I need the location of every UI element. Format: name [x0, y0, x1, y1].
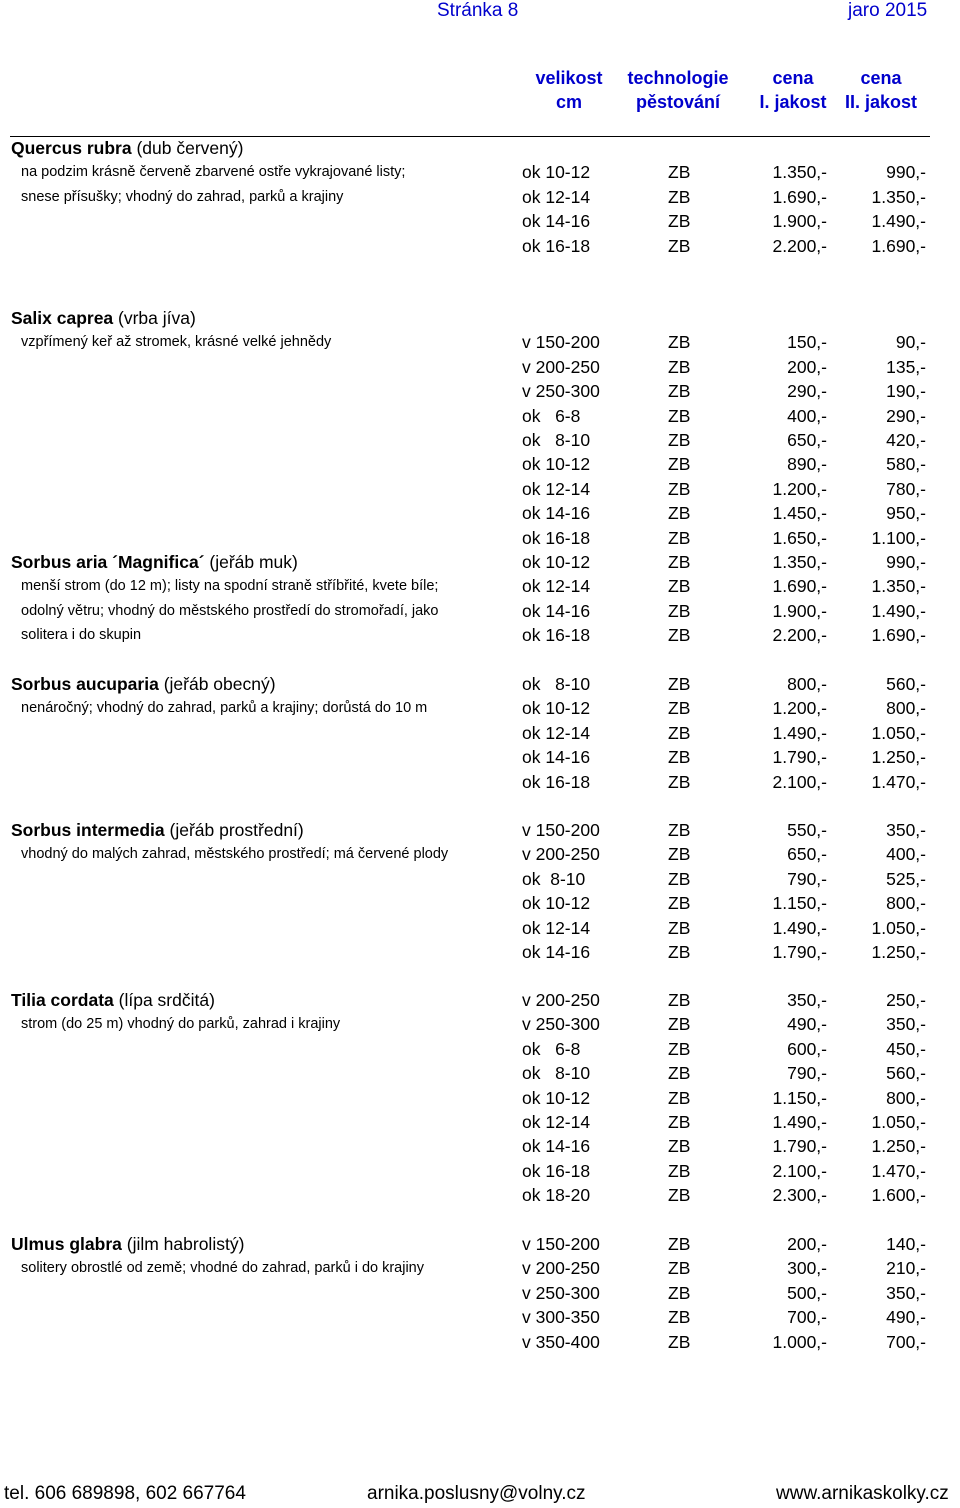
price-first-cell: 290,-	[787, 381, 827, 402]
table-row	[0, 696, 960, 721]
price-first-cell: 2.300,-	[772, 1185, 827, 1206]
technology-cell: ZB	[668, 211, 691, 232]
price-first-cell: 1.450,-	[772, 503, 827, 524]
price-first-cell: 1.490,-	[772, 1112, 827, 1132]
table-row	[0, 770, 960, 795]
table-row	[0, 1232, 960, 1257]
table-row	[0, 1012, 960, 1037]
size-cell: v 150-200	[522, 820, 600, 840]
price-second-cell: 1.470,-	[871, 1160, 926, 1181]
species-common-name: (lípa srdčitá)	[113, 990, 215, 1010]
price-second-cell: 420,-	[886, 430, 926, 450]
species-description: menší strom (do 12 m); listy na spodní straně stříbřité, kvete bíle;	[21, 578, 439, 595]
table-row	[0, 1037, 960, 1062]
species-latin-name: Sorbus intermedia	[11, 820, 165, 840]
price-first-cell: 1.350,-	[772, 552, 827, 572]
table-row	[0, 379, 960, 404]
size-cell: ok 14-16	[522, 211, 591, 232]
price-first-cell: 1.790,-	[772, 747, 827, 768]
price-second-cell: 1.100,-	[871, 527, 926, 548]
price-second-cell: 990,-	[886, 552, 926, 572]
size-cell: ok 8-10	[522, 1063, 591, 1084]
price-second-cell: 800,-	[886, 1087, 926, 1108]
price-second-cell: 580,-	[886, 454, 926, 475]
size-cell: v 350-400	[522, 1331, 600, 1352]
price-second-cell: 1.050,-	[871, 722, 926, 743]
price-first-cell: 650,-	[787, 430, 827, 450]
price-second-cell: 990,-	[886, 162, 926, 183]
price-second-cell: 290,-	[886, 405, 926, 426]
price-second-cell: 140,-	[886, 1234, 926, 1254]
table-row	[0, 1110, 960, 1135]
price-second-cell: 90,-	[895, 332, 926, 353]
table-row	[0, 1159, 960, 1184]
table-row	[0, 550, 960, 575]
technology-cell: ZB	[668, 625, 691, 646]
table-row	[0, 355, 960, 380]
price-second-cell: 210,-	[886, 1258, 926, 1279]
technology-cell: ZB	[668, 1307, 691, 1328]
technology-cell: ZB	[668, 576, 691, 597]
price-first-cell: 2.100,-	[772, 771, 827, 792]
price-first-cell: 1.490,-	[772, 917, 827, 938]
size-cell: ok 14-16	[522, 600, 591, 621]
size-cell: v 150-200	[522, 1234, 600, 1254]
technology-cell: ZB	[668, 1014, 691, 1035]
column-header-technology: technologie pěstování	[627, 68, 729, 112]
technology-cell: ZB	[668, 332, 691, 353]
column-header-price-first: cena I. jakost	[759, 68, 827, 112]
price-second-cell: 135,-	[886, 356, 926, 377]
price-second-cell: 350,-	[886, 1014, 926, 1035]
price-second-cell: 350,-	[886, 820, 926, 840]
species-description: nenáročný; vhodný do zahrad, parků a krajiny; dorůstá do 10 m	[21, 700, 428, 717]
species-latin-name: Sorbus aucuparia	[11, 674, 159, 694]
page-footer	[0, 1483, 960, 1507]
technology-cell: ZB	[668, 917, 691, 938]
size-cell: ok 10-12	[522, 552, 591, 572]
price-first-cell: 1.350,-	[772, 162, 827, 183]
price-second-cell: 1.490,-	[871, 600, 926, 621]
price-second-cell: 560,-	[886, 1063, 926, 1084]
table-row	[0, 1256, 960, 1281]
price-second-cell: 190,-	[886, 381, 926, 402]
technology-cell: ZB	[668, 990, 691, 1010]
table-row	[0, 988, 960, 1013]
table-row	[0, 916, 960, 941]
size-cell: ok 12-14	[522, 722, 591, 743]
table-row	[0, 818, 960, 843]
size-cell: v 250-300	[522, 1282, 600, 1303]
price-second-cell: 525,-	[886, 868, 926, 889]
technology-cell: ZB	[668, 454, 691, 475]
price-first-cell: 1.790,-	[772, 942, 827, 962]
table-row	[0, 428, 960, 453]
table-row	[0, 452, 960, 477]
technology-cell: ZB	[668, 1258, 691, 1279]
price-first-cell: 400,-	[787, 405, 827, 426]
size-cell: ok 14-16	[522, 503, 591, 524]
size-cell: ok 16-18	[522, 527, 591, 548]
size-cell: ok 16-18	[522, 625, 591, 646]
table-row	[0, 185, 960, 210]
price-first-cell: 650,-	[787, 844, 827, 865]
technology-cell: ZB	[668, 893, 691, 914]
table-row	[0, 234, 960, 259]
table-row	[0, 1330, 960, 1355]
size-cell: ok 16-18	[522, 1160, 591, 1181]
technology-cell: ZB	[668, 430, 691, 450]
price-first-cell: 1.650,-	[772, 527, 827, 548]
price-second-cell: 400,-	[886, 844, 926, 865]
technology-cell: ZB	[668, 600, 691, 621]
technology-cell: ZB	[668, 405, 691, 426]
technology-cell: ZB	[668, 527, 691, 548]
size-cell: ok 12-14	[522, 1112, 591, 1132]
technology-cell: ZB	[668, 771, 691, 792]
technology-cell: ZB	[668, 844, 691, 865]
size-cell: ok 10-12	[522, 698, 591, 719]
price-first-cell: 1.900,-	[772, 600, 827, 621]
technology-cell: ZB	[668, 1063, 691, 1084]
size-cell: ok 8-10	[522, 674, 591, 694]
table-row	[0, 404, 960, 429]
price-second-cell: 1.350,-	[871, 576, 926, 597]
size-cell: v 200-250	[522, 990, 600, 1010]
table-row	[0, 940, 960, 965]
price-second-cell: 800,-	[886, 893, 926, 914]
table-row	[0, 209, 960, 234]
size-cell: v 200-250	[522, 356, 600, 377]
technology-cell: ZB	[668, 674, 691, 694]
species-title	[11, 306, 196, 330]
table-row	[0, 1281, 960, 1306]
species-latin-name: Quercus rubra	[11, 138, 132, 158]
species-common-name: (jeřáb prostřední)	[164, 820, 304, 840]
price-second-cell: 950,-	[886, 503, 926, 524]
price-first-cell: 1.900,-	[772, 211, 827, 232]
price-first-cell: 890,-	[787, 454, 827, 475]
table-row	[0, 891, 960, 916]
technology-cell: ZB	[668, 722, 691, 743]
table-row	[0, 745, 960, 770]
size-cell: ok 14-16	[522, 747, 591, 768]
price-first-cell: 1.200,-	[772, 478, 827, 499]
technology-cell: ZB	[668, 1136, 691, 1157]
price-first-cell: 790,-	[787, 868, 827, 889]
species-description: strom (do 25 m) vhodný do parků, zahrad i krajiny	[21, 1016, 341, 1033]
species-common-name: (jilm habrolistý)	[121, 1234, 245, 1254]
season-label: jaro 2015	[848, 0, 928, 21]
size-cell: v 300-350	[522, 1307, 600, 1328]
size-cell: ok 6-8	[522, 405, 581, 426]
table-row	[0, 477, 960, 502]
size-cell: ok 14-16	[522, 942, 591, 962]
price-second-cell: 1.350,-	[871, 186, 926, 207]
column-header-price-second: cena II. jakost	[844, 68, 918, 112]
size-cell: v 150-200	[522, 332, 600, 353]
size-cell: ok 8-10	[522, 430, 591, 450]
species-title	[11, 136, 243, 160]
table-row	[0, 599, 960, 624]
price-second-cell: 1.050,-	[871, 1112, 926, 1132]
column-header-size: velikost cm	[535, 68, 603, 112]
technology-cell: ZB	[668, 552, 691, 572]
column-headers	[0, 66, 960, 122]
species-common-name: (vrba jíva)	[113, 308, 196, 328]
species-description: solitery obrostlé od země; vhodné do zahrad, parků i do krajiny	[21, 1260, 424, 1277]
price-second-cell: 450,-	[886, 1038, 926, 1059]
technology-cell: ZB	[668, 381, 691, 402]
price-first-cell: 1.490,-	[772, 722, 827, 743]
table-row	[0, 672, 960, 697]
price-second-cell: 1.690,-	[871, 625, 926, 646]
price-first-cell: 1.690,-	[772, 186, 827, 207]
table-row	[0, 1134, 960, 1159]
price-second-cell: 1.250,-	[871, 942, 926, 962]
technology-cell: ZB	[668, 1112, 691, 1132]
species-common-name: (jeřáb muk)	[204, 552, 298, 572]
price-second-cell: 1.690,-	[871, 235, 926, 256]
footer-phone: tel. 606 689898, 602 667764	[4, 1483, 246, 1504]
technology-cell: ZB	[668, 356, 691, 377]
table-row	[0, 721, 960, 746]
table-row	[0, 1061, 960, 1086]
footer-email: arnika.poslusny@volny.cz	[367, 1483, 586, 1504]
price-second-cell: 800,-	[886, 698, 926, 719]
price-first-cell: 490,-	[787, 1014, 827, 1035]
price-first-cell: 350,-	[787, 990, 827, 1010]
price-first-cell: 700,-	[787, 1307, 827, 1328]
price-first-cell: 600,-	[787, 1038, 827, 1059]
size-cell: ok 12-14	[522, 576, 591, 597]
size-cell: ok 14-16	[522, 1136, 591, 1157]
technology-cell: ZB	[668, 1087, 691, 1108]
price-first-cell: 2.200,-	[772, 625, 827, 646]
table-row	[0, 330, 960, 355]
table-row	[0, 501, 960, 526]
size-cell: ok 16-18	[522, 235, 591, 256]
price-first-cell: 1.200,-	[772, 698, 827, 719]
technology-cell: ZB	[668, 1185, 691, 1206]
price-second-cell: 700,-	[886, 1331, 926, 1352]
price-second-cell: 780,-	[886, 478, 926, 499]
price-second-cell: 1.050,-	[871, 917, 926, 938]
species-description: vhodný do malých zahrad, městského prostředí; má červené plody	[21, 846, 449, 863]
size-cell: ok 10-12	[522, 454, 591, 475]
size-cell: ok 12-14	[522, 186, 591, 207]
species-description: snese přísušky; vhodný do zahrad, parků a krajiny	[21, 188, 344, 205]
technology-cell: ZB	[668, 747, 691, 768]
species-latin-name: Sorbus aria ´Magnifica´	[11, 552, 205, 572]
size-cell: v 200-250	[522, 1258, 600, 1279]
price-first-cell: 1.000,-	[772, 1331, 827, 1352]
price-second-cell: 350,-	[886, 1282, 926, 1303]
price-first-cell: 200,-	[787, 1234, 827, 1254]
size-cell: ok 10-12	[522, 1087, 591, 1108]
footer-website: www.arnikaskolky.cz	[776, 1483, 949, 1504]
price-first-cell: 1.690,-	[772, 576, 827, 597]
size-cell: ok 10-12	[522, 893, 591, 914]
table-row	[0, 867, 960, 892]
technology-cell: ZB	[668, 1160, 691, 1181]
table-row	[0, 1183, 960, 1208]
technology-cell: ZB	[668, 820, 691, 840]
technology-cell: ZB	[668, 162, 691, 183]
price-first-cell: 1.150,-	[772, 1087, 827, 1108]
species-latin-name: Salix caprea	[11, 308, 114, 328]
species-common-name: (jeřáb obecný)	[158, 674, 276, 694]
price-first-cell: 1.150,-	[772, 893, 827, 914]
price-first-cell: 800,-	[787, 674, 827, 694]
price-second-cell: 1.250,-	[871, 747, 926, 768]
size-cell: ok 6-8	[522, 1038, 581, 1059]
size-cell: ok 12-14	[522, 917, 591, 938]
price-second-cell: 1.470,-	[871, 771, 926, 792]
size-cell: v 250-300	[522, 381, 600, 402]
species-latin-name: Ulmus glabra	[11, 1234, 122, 1254]
species-description: solitera i do skupin	[21, 627, 142, 644]
species-description: na podzim krásně červeně zbarvené ostře vykrajované listy;	[21, 164, 406, 181]
technology-cell: ZB	[668, 868, 691, 889]
table-row	[0, 574, 960, 599]
price-first-cell: 2.100,-	[772, 1160, 827, 1181]
table-row	[0, 623, 960, 648]
technology-cell: ZB	[668, 1234, 691, 1254]
price-second-cell: 1.600,-	[871, 1185, 926, 1206]
size-cell: v 200-250	[522, 844, 600, 865]
technology-cell: ZB	[668, 235, 691, 256]
technology-cell: ZB	[668, 698, 691, 719]
table-row	[0, 1086, 960, 1111]
page-number: Stránka 8	[437, 0, 519, 21]
price-second-cell: 1.490,-	[871, 211, 926, 232]
size-cell: ok 18-20	[522, 1185, 591, 1206]
price-first-cell: 790,-	[787, 1063, 827, 1084]
technology-cell: ZB	[668, 1282, 691, 1303]
technology-cell: ZB	[668, 1331, 691, 1352]
page-header	[0, 0, 960, 26]
technology-cell: ZB	[668, 478, 691, 499]
species-description: odolný větru; vhodný do městského prostředí do stromořadí, jako	[21, 602, 439, 619]
table-row	[0, 160, 960, 185]
species-description: vzpřímený keř až stromek, krásné velké jehnědy	[21, 334, 332, 351]
size-cell: ok 16-18	[522, 771, 591, 792]
price-second-cell: 560,-	[886, 674, 926, 694]
size-cell: ok 10-12	[522, 162, 591, 183]
table-row	[0, 842, 960, 867]
technology-cell: ZB	[668, 942, 691, 962]
price-second-cell: 1.250,-	[871, 1136, 926, 1157]
species-latin-name: Tilia cordata	[11, 990, 114, 1010]
technology-cell: ZB	[668, 1038, 691, 1059]
price-first-cell: 150,-	[787, 332, 827, 353]
size-cell: ok 12-14	[522, 478, 591, 499]
table-row	[0, 526, 960, 551]
size-cell: ok 8-10	[522, 868, 586, 889]
technology-cell: ZB	[668, 503, 691, 524]
technology-cell: ZB	[668, 186, 691, 207]
size-cell: v 250-300	[522, 1014, 600, 1035]
table-row	[0, 1305, 960, 1330]
price-second-cell: 250,-	[886, 990, 926, 1010]
price-first-cell: 550,-	[787, 820, 827, 840]
price-second-cell: 490,-	[886, 1307, 926, 1328]
price-first-cell: 500,-	[787, 1282, 827, 1303]
price-first-cell: 300,-	[787, 1258, 827, 1279]
price-first-cell: 2.200,-	[772, 235, 827, 256]
species-common-name: (dub červený)	[131, 138, 244, 158]
price-first-cell: 200,-	[787, 356, 827, 377]
price-first-cell: 1.790,-	[772, 1136, 827, 1157]
